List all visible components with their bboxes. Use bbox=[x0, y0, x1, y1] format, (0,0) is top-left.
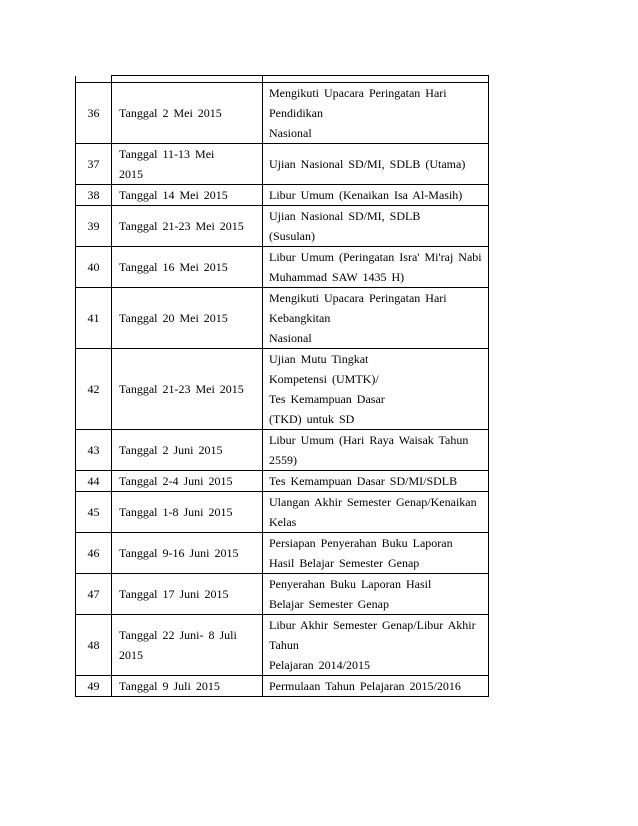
date-cell bbox=[112, 288, 263, 349]
date-cell bbox=[112, 615, 263, 676]
event-line: Ujian Nasional SD/MI, SDLB bbox=[269, 209, 421, 223]
table-row bbox=[76, 430, 489, 471]
table-row bbox=[76, 492, 489, 533]
event-line: Penyerahan Buku Laporan Hasil bbox=[269, 577, 432, 591]
row-number-cell: 46 bbox=[76, 533, 112, 574]
event-line: Kompetensi (UMTK)/ bbox=[269, 372, 379, 386]
event-cell bbox=[263, 144, 489, 185]
event-line: Ujian Mutu Tingkat bbox=[269, 352, 369, 366]
event-line: (Susulan) bbox=[269, 229, 315, 243]
event-line: Mengikuti Upacara Peringatan Hari bbox=[269, 291, 447, 305]
event-cell bbox=[263, 615, 489, 676]
date-cell bbox=[112, 471, 263, 492]
event-cell bbox=[263, 76, 489, 83]
table-row bbox=[76, 288, 489, 349]
row-number-cell: 42 bbox=[76, 349, 112, 430]
event-cell bbox=[263, 185, 489, 206]
event-line: Kelas bbox=[269, 515, 297, 529]
event-line: Muhammad SAW 1435 H) bbox=[269, 270, 405, 284]
event-line: Libur Umum (Hari Raya Waisak Tahun bbox=[269, 433, 469, 447]
event-line: Tes Kemampuan Dasar bbox=[269, 392, 385, 406]
row-number-cell: 48 bbox=[76, 615, 112, 676]
date-line: Tanggal 21-23 Mei 2015 bbox=[119, 382, 244, 396]
date-cell bbox=[112, 430, 263, 471]
date-cell bbox=[112, 76, 263, 83]
date-cell bbox=[112, 533, 263, 574]
event-cell bbox=[263, 206, 489, 247]
row-number-cell: 47 bbox=[76, 574, 112, 615]
event-line: Nasional bbox=[269, 331, 312, 345]
row-number-cell: 45 bbox=[76, 492, 112, 533]
table-row bbox=[76, 206, 489, 247]
event-line: Tahun bbox=[269, 638, 299, 652]
row-number-cell: 38 bbox=[76, 185, 112, 206]
date-line: Tanggal 9-16 Juni 2015 bbox=[119, 546, 239, 560]
event-line: Belajar Semester Genap bbox=[269, 597, 389, 611]
table-row bbox=[76, 471, 489, 492]
event-line: Hasil Belajar Semester Genap bbox=[269, 556, 420, 570]
date-line: Tanggal 14 Mei 2015 bbox=[119, 188, 228, 202]
event-line: (TKD) untuk SD bbox=[269, 412, 355, 426]
row-number-cell: 41 bbox=[76, 288, 112, 349]
event-line: Libur Akhir Semester Genap/Libur Akhir bbox=[269, 618, 476, 632]
table-row bbox=[76, 676, 489, 697]
row-number-cell: 37 bbox=[76, 144, 112, 185]
event-line: Tes Kemampuan Dasar SD/MI/SDLB bbox=[269, 474, 458, 488]
event-line: Pelajaran 2014/2015 bbox=[269, 658, 370, 672]
row-number-cell: 36 bbox=[76, 83, 112, 144]
date-cell bbox=[112, 492, 263, 533]
row-number-cell: 44 bbox=[76, 471, 112, 492]
event-cell bbox=[263, 288, 489, 349]
date-cell bbox=[112, 676, 263, 697]
schedule-table bbox=[75, 75, 489, 697]
row-number-cell: 49 bbox=[76, 676, 112, 697]
event-cell bbox=[263, 430, 489, 471]
date-line: Tanggal 2 Mei 2015 bbox=[119, 106, 222, 120]
table-top-bar bbox=[76, 76, 489, 83]
event-line: Libur Umum (Kenaikan Isa Al-Masih) bbox=[269, 188, 463, 202]
table-row bbox=[76, 533, 489, 574]
date-line: Tanggal 2 Juni 2015 bbox=[119, 443, 223, 457]
date-line: 2015 bbox=[119, 648, 143, 662]
date-cell bbox=[112, 349, 263, 430]
date-cell bbox=[112, 574, 263, 615]
date-line: Tanggal 21-23 Mei 2015 bbox=[119, 219, 244, 233]
event-cell bbox=[263, 349, 489, 430]
no-cell bbox=[76, 76, 112, 83]
date-line: Tanggal 22 Juni- 8 Juli bbox=[119, 628, 237, 642]
date-line: Tanggal 11-13 Mei bbox=[119, 147, 215, 161]
table-row bbox=[76, 574, 489, 615]
date-line: Tanggal 16 Mei 2015 bbox=[119, 260, 228, 274]
event-cell bbox=[263, 574, 489, 615]
table-row bbox=[76, 144, 489, 185]
row-number-cell: 39 bbox=[76, 206, 112, 247]
date-cell bbox=[112, 206, 263, 247]
event-line: Libur Umum (Peringatan Isra' Mi'raj Nabi bbox=[269, 250, 482, 264]
row-number-cell: 43 bbox=[76, 430, 112, 471]
table-row bbox=[76, 185, 489, 206]
event-cell bbox=[263, 533, 489, 574]
event-line: Pendidikan bbox=[269, 106, 323, 120]
date-line: Tanggal 9 Juli 2015 bbox=[119, 679, 220, 693]
event-line: Persiapan Penyerahan Buku Laporan bbox=[269, 536, 453, 550]
event-line: 2559) bbox=[269, 453, 297, 467]
date-line: Tanggal 20 Mei 2015 bbox=[119, 311, 228, 325]
event-line: Kebangkitan bbox=[269, 311, 331, 325]
event-line: Permulaan Tahun Pelajaran 2015/2016 bbox=[269, 679, 461, 693]
event-cell bbox=[263, 676, 489, 697]
date-cell bbox=[112, 247, 263, 288]
row-number-cell: 40 bbox=[76, 247, 112, 288]
event-line: Nasional bbox=[269, 126, 312, 140]
event-line: Ulangan Akhir Semester Genap/Kenaikan bbox=[269, 495, 477, 509]
event-line: Ujian Nasional SD/MI, SDLB (Utama) bbox=[269, 157, 466, 171]
table-row bbox=[76, 247, 489, 288]
date-line: Tanggal 2-4 Juni 2015 bbox=[119, 474, 233, 488]
event-cell bbox=[263, 247, 489, 288]
date-cell bbox=[112, 144, 263, 185]
table-row bbox=[76, 349, 489, 430]
date-line: Tanggal 1-8 Juni 2015 bbox=[119, 505, 233, 519]
table-row bbox=[76, 615, 489, 676]
event-cell bbox=[263, 83, 489, 144]
date-line: Tanggal 17 Juni 2015 bbox=[119, 587, 229, 601]
event-cell bbox=[263, 471, 489, 492]
date-cell bbox=[112, 83, 263, 144]
date-cell bbox=[112, 185, 263, 206]
event-line: Mengikuti Upacara Peringatan Hari bbox=[269, 86, 447, 100]
schedule-table-body bbox=[76, 76, 489, 697]
event-cell bbox=[263, 492, 489, 533]
date-line: 2015 bbox=[119, 167, 143, 181]
table-row bbox=[76, 83, 489, 144]
